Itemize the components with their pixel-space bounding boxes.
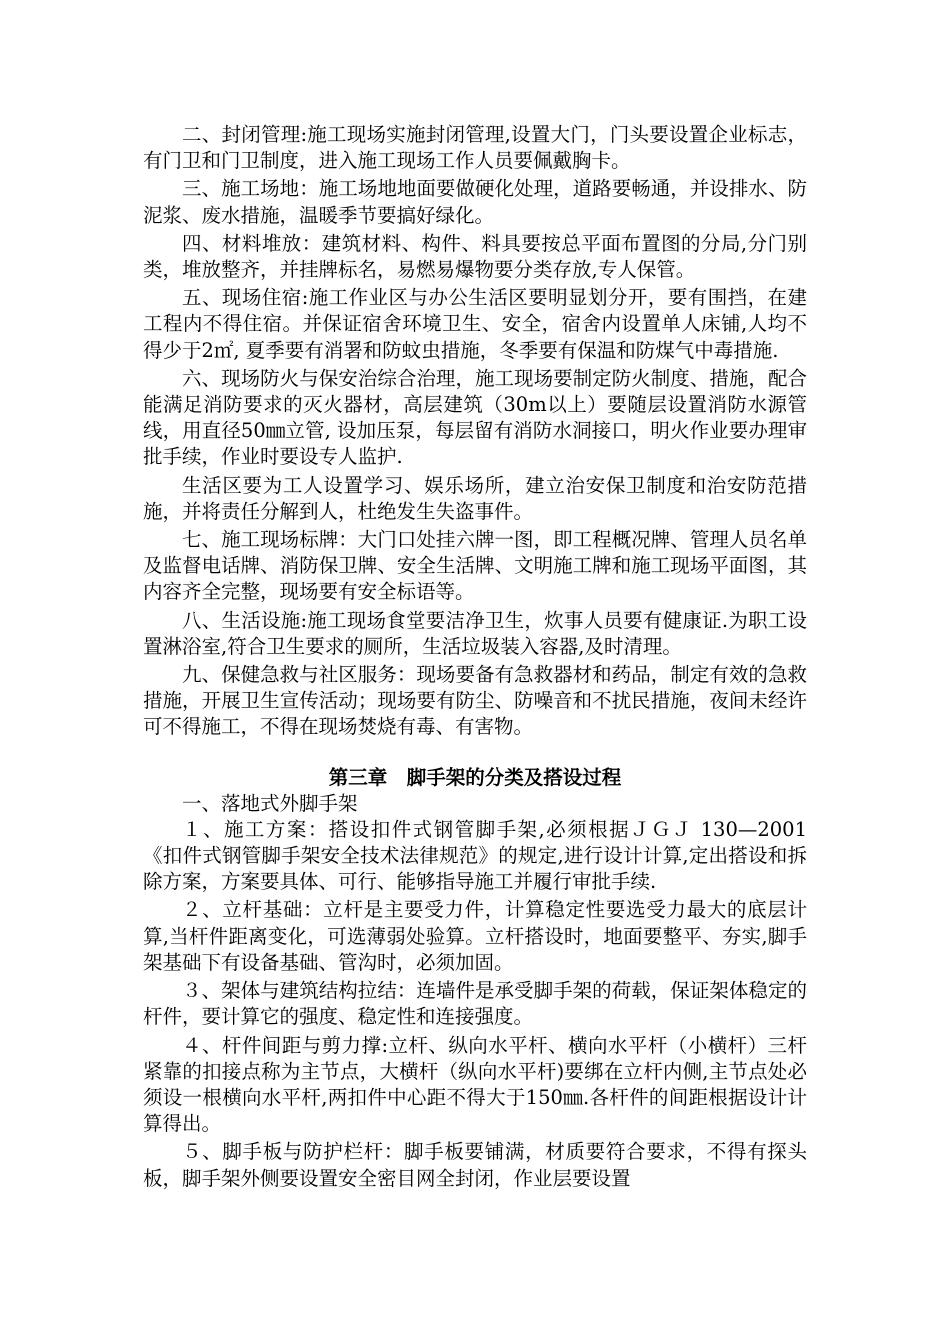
item-pole-foundation: ２、立杆基础：立杆是主要受力件，计算稳定性要选受力最大的底层计算,当杆件距离变化，可选薄弱处验算。立杆搭设时，地面要整平、夯实,脚手架基础下有设备基础、管沟时，必须加固。 bbox=[143, 898, 807, 974]
paragraph-fire-prevention: 六、现场防火与保安治综合治理，施工现场要制定防火制度、措施，配合能满足消防要求的灭火器材，高层建筑（30m以上）要随层设置消防水源管线，用直径50㎜立管, 设加压泵，每层留有消防水洞接口，明火作业要办理审批手续，作业时要设专人监护. bbox=[143, 366, 807, 469]
item-structure-tie: ３、架体与建筑结构拉结：连墙件是承受脚手架的荷载，保证架体稳定的杆件，要计算它的强度、稳定性和连接强度。 bbox=[143, 979, 807, 1029]
paragraph-site-signage: 七、施工现场标牌：大门口处挂六牌一图，即工程概况牌、管理人员名单及监督电话牌、消防保卫牌、安全生活牌、文明施工牌和施工现场平面图，其内容齐全完整，现场要有安全标语等。 bbox=[143, 528, 807, 604]
paragraph-site-accommodation: 五、现场住宿:施工作业区与办公生活区要明显划分开，要有围挡，在建工程内不得住宿。并保证宿舍环境卫生、安全，宿舍内设置单人床铺,人均不得少于2㎡, 夏季要有消署和防蚊虫措施，冬季要有保温和防煤气中毒措施. bbox=[143, 286, 807, 362]
paragraph-living-area: 生活区要为工人设置学习、娱乐场所，建立治安保卫制度和治安防范措施，并将责任分解到人，杜绝发生失盗事件。 bbox=[143, 473, 807, 523]
item-member-spacing: ４、杆件间距与剪力撑:立杆、纵向水平杆、横向水平杆（小横杆）三杆紧靠的扣接点称为主节点，大横杆（纵向水平杆)要绑在立杆内侧,主节点处必须设一根横向水平杆,两扣件中心距不得大于150㎜.各杆件的间距根据设计计算得出。 bbox=[143, 1033, 807, 1136]
chapter-title: 第三章 脚手架的分类及搭设过程 bbox=[328, 765, 622, 789]
item-scaffold-board: ５、脚手板与防护栏杆：脚手板要铺满，材质要符合要求，不得有探头板，脚手架外侧要设置安全密目网全封闭，作业层要设置 bbox=[143, 1140, 807, 1190]
paragraph-living-facilities: 八、生活设施:施工现场食堂要洁净卫生，炊事人员要有健康证.为职工设置淋浴室,符合卫生要求的厕所，生活垃圾装入容器,及时清理。 bbox=[143, 608, 807, 658]
section-heading: 一、落地式外脚手架 bbox=[182, 791, 358, 815]
document-page bbox=[143, 122, 807, 1194]
paragraph-material-stacking: 四、材料堆放：建筑材料、构件、料具要按总平面布置图的分局,分门别类，堆放整齐，并挂牌标名，易燃易爆物要分类存放,专人保管。 bbox=[143, 231, 807, 282]
paragraph-enclosed-management: 二、封闭管理:施工现场实施封闭管理,设置大门，门头要设置企业标志，有门卫和门卫制度，进入施工现场工作人员要佩戴胸卡。 bbox=[143, 123, 807, 173]
item-construction-plan: １、施工方案：搭设扣件式钢管脚手架,必须根据ＪＧＪ 130—2001《扣件式钢管脚手架安全技术法律规范》的规定,进行设计计算,定出搭设和拆除方案，方案要具体、可行、能够指导施工并履行审批手续. bbox=[143, 817, 807, 894]
paragraph-first-aid: 九、保健急救与社区服务：现场要备有急救器材和药品，制定有效的急救措施，开展卫生宣传活动；现场要有防尘、防噪音和不扰民措施，夜间未经许可不得施工，不得在现场焚烧有毒、有害物。 bbox=[143, 663, 807, 739]
paragraph-construction-site: 三、施工场地：施工场地地面要做硬化处理，道路要畅通，并设排水、防泥浆、废水措施，温暖季节要搞好绿化。 bbox=[143, 177, 807, 227]
